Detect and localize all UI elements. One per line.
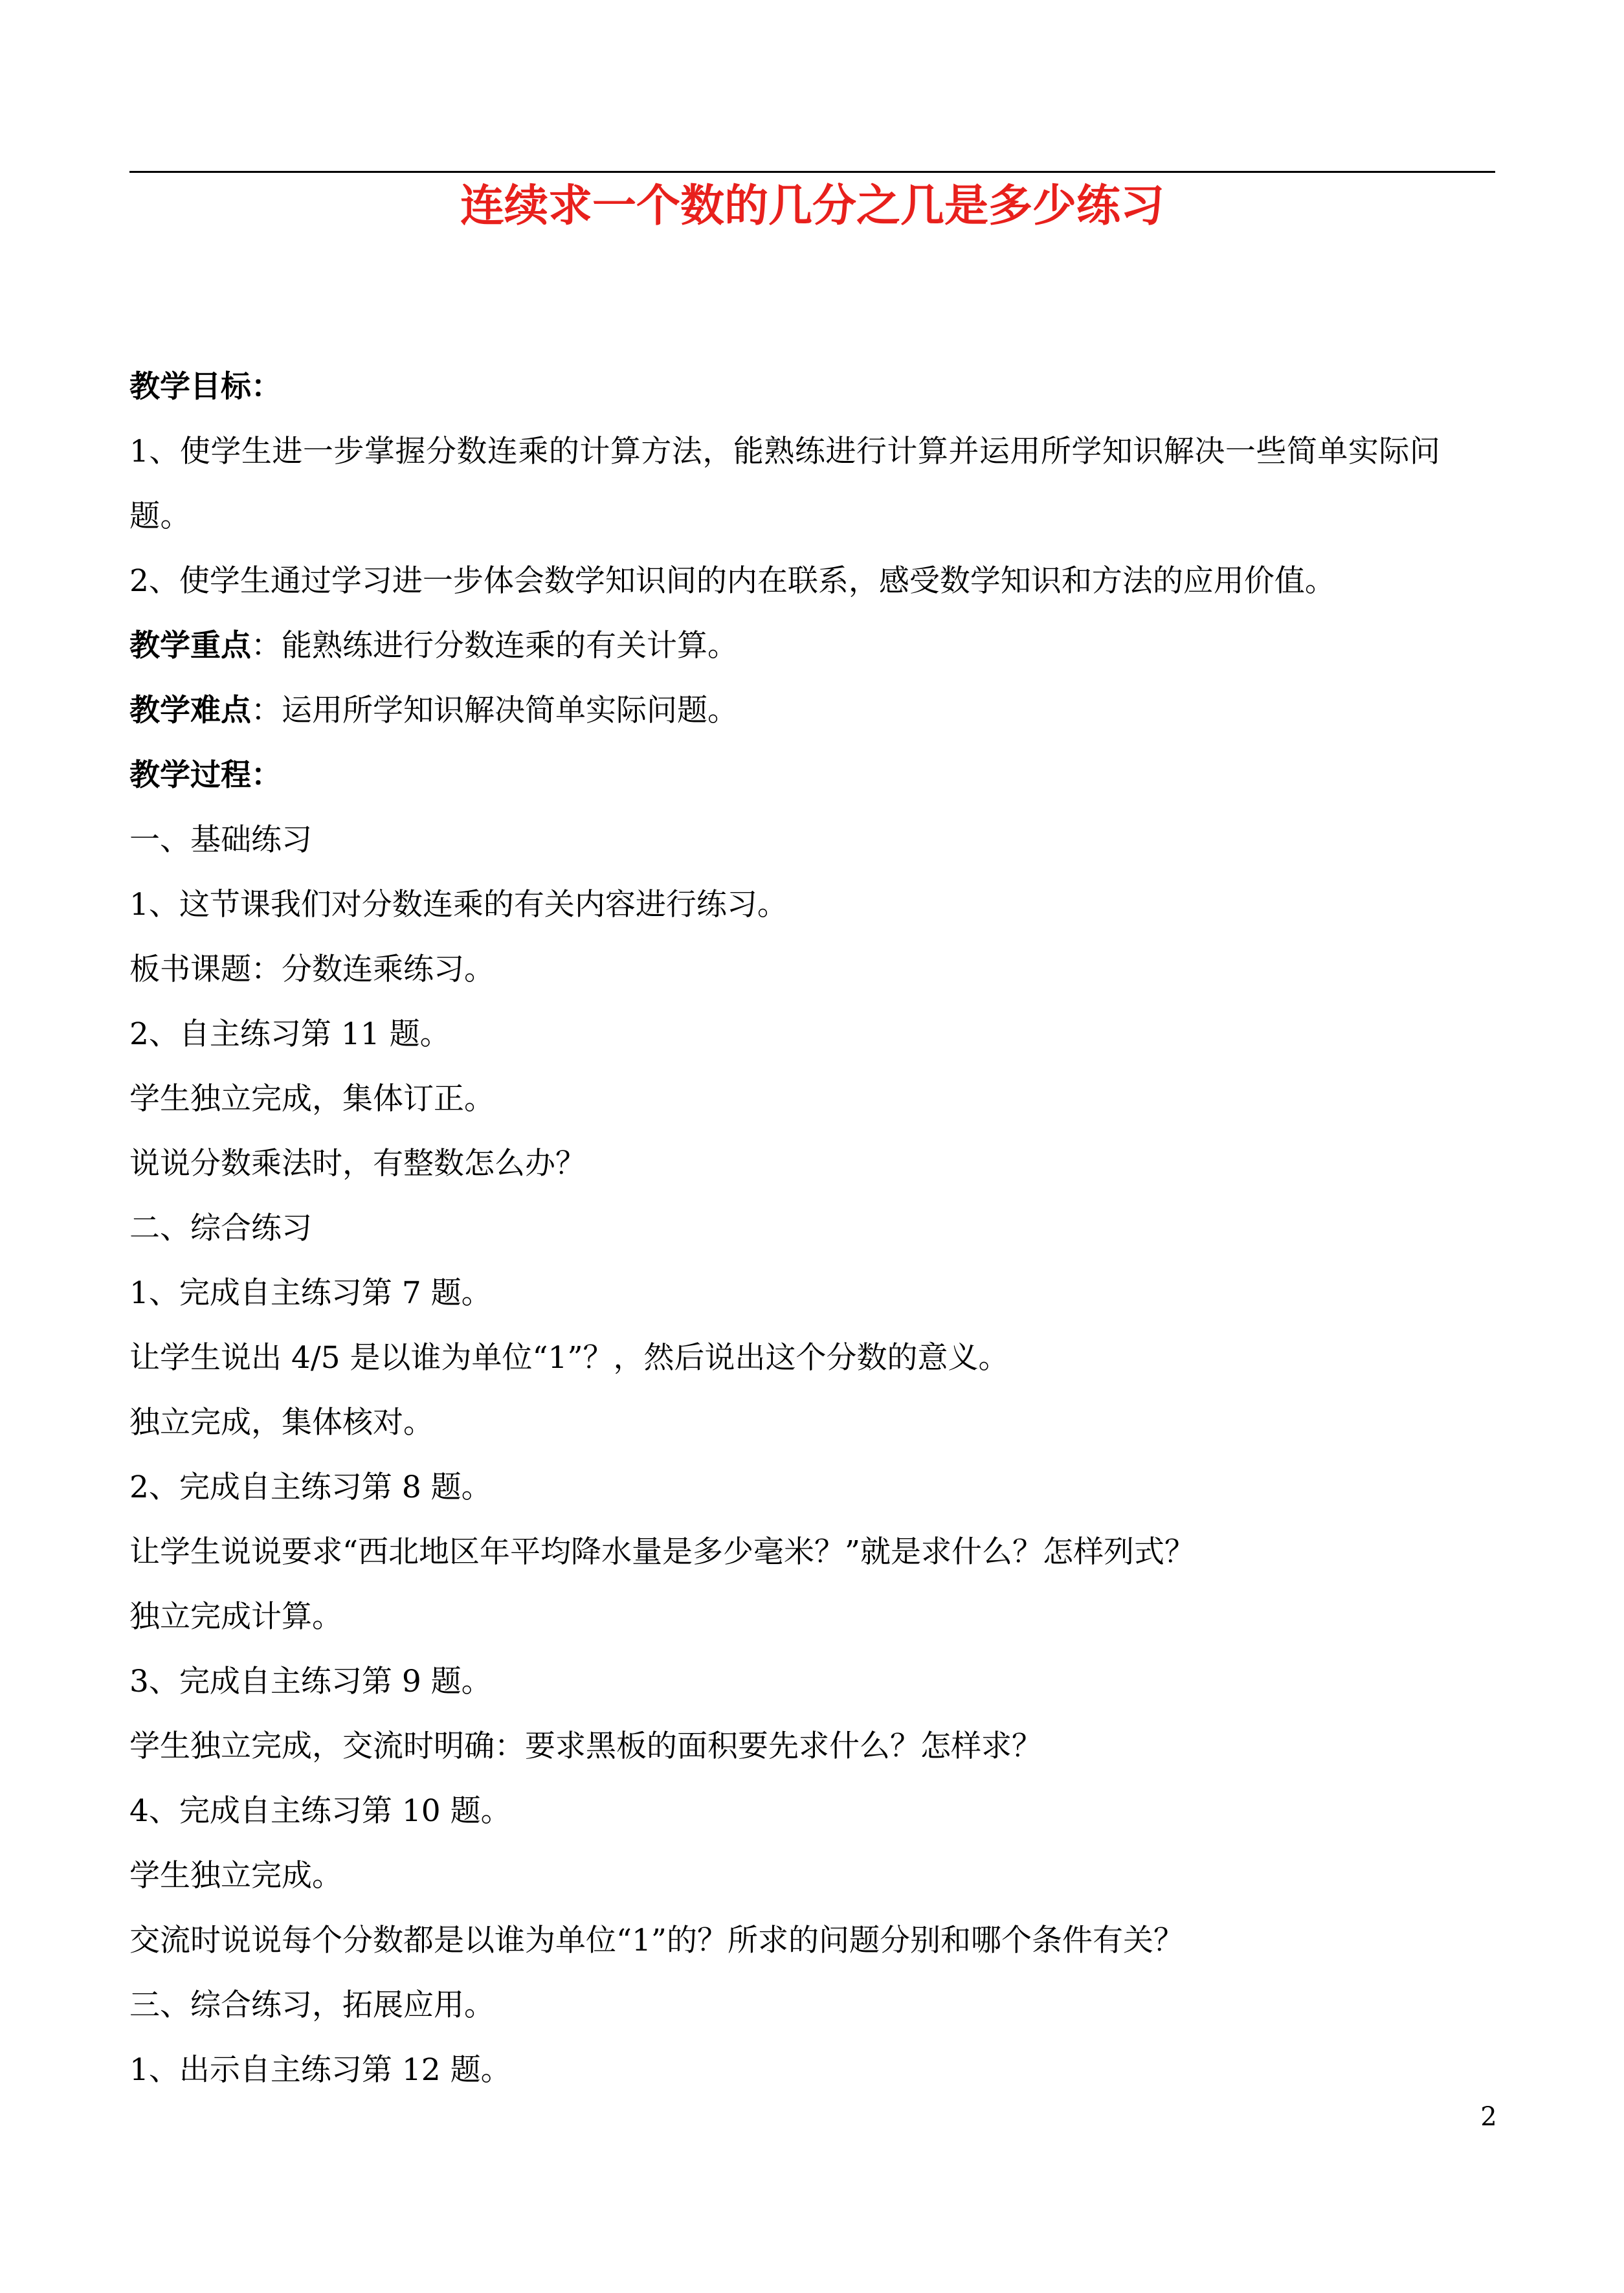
key-point-text: ：能熟练进行分数连乘的有关计算。: [251, 628, 738, 664]
process-line: 三、综合练习，拓展应用。: [129, 1987, 495, 2023]
process-line: 二、综合练习: [129, 1211, 312, 1246]
process-line: 学生独立完成，集体订正。: [129, 1081, 495, 1117]
page-number: 2: [1480, 2102, 1497, 2132]
key-point-label: 教学重点: [129, 628, 251, 664]
process-line: 2、自主练习第 11 题。: [129, 1016, 450, 1052]
process-line: 1、完成自主练习第 7 题。: [129, 1275, 492, 1311]
header-rule: [129, 171, 1495, 173]
key-point-line: [129, 614, 1498, 678]
process-line: 2、完成自主练习第 8 题。: [129, 1470, 492, 1505]
process-line: 学生独立完成，交流时明确：要求黑板的面积要先求什么？怎样求？: [129, 1728, 1042, 1764]
process-line: 交流时说说每个分数都是以谁为单位“1”的？所求的问题分别和哪个条件有关？: [129, 1923, 1184, 1958]
objectives-heading: 教学目标：: [129, 369, 282, 405]
process-line: 3、完成自主练习第 9 题。: [129, 1664, 492, 1699]
process-line: 4、完成自主练习第 10 题。: [129, 1793, 511, 1829]
process-line: 说说分数乘法时，有整数怎么办？: [129, 1146, 586, 1181]
difficulty-label: 教学难点: [129, 693, 251, 728]
difficulty-text: ：运用所学知识解决简单实际问题。: [251, 693, 738, 728]
process-line: 一、基础练习: [129, 822, 312, 858]
process-line: 让学生说说要求“西北地区年平均降水量是多少毫米？”就是求什么？怎样列式？: [129, 1534, 1196, 1570]
objective-item-1: 1、使学生进一步掌握分数连乘的计算方法，能熟练进行计算并运用所学知识解决一些简单实际问题。: [129, 434, 1441, 534]
process-line: 1、这节课我们对分数连乘的有关内容进行练习。: [129, 887, 788, 923]
document-title: 连续求一个数的几分之几是多少练习: [460, 180, 1164, 232]
process-line: 独立完成计算。: [129, 1599, 342, 1635]
process-line: 1、出示自主练习第 12 题。: [129, 2052, 511, 2088]
process-line: 独立完成，集体核对。: [129, 1405, 434, 1440]
difficulty-line: [129, 678, 1498, 743]
process-line: 让学生说出 4/5 是以谁为单位“1”？，然后说出这个分数的意义。: [129, 1340, 1009, 1376]
process-line: 板书课题：分数连乘练习。: [129, 952, 495, 987]
process-heading: 教学过程：: [129, 757, 282, 793]
document-body: [129, 355, 1498, 2103]
process-line: 学生独立完成。: [129, 1858, 342, 1894]
objective-item-2: 2、使学生通过学习进一步体会数学知识间的内在联系，感受数学知识和方法的应用价值。: [129, 563, 1335, 599]
